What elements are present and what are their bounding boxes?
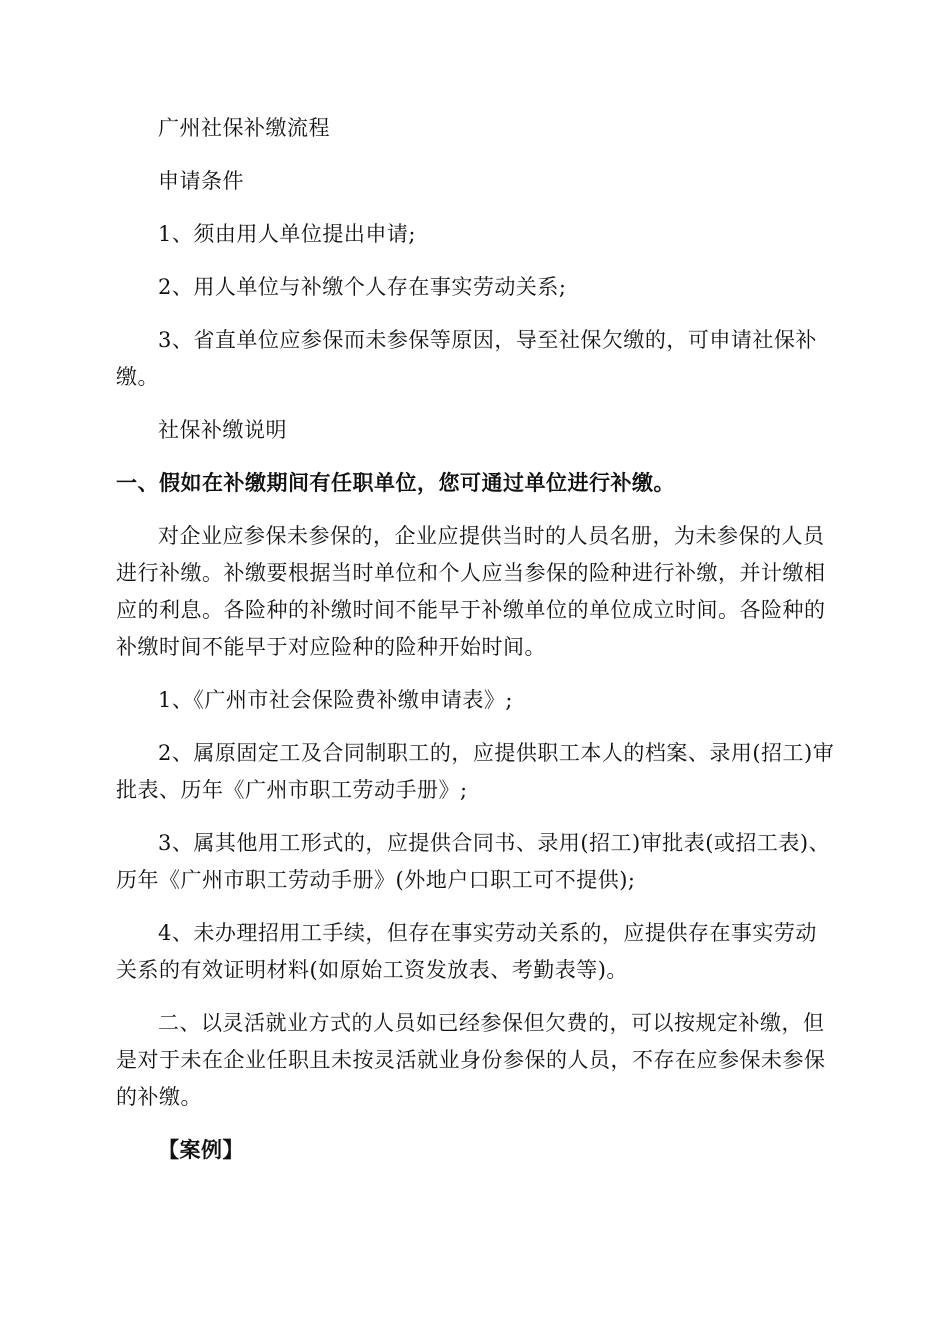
paragraph-two: 二、以灵活就业方式的人员如已经参保但欠费的，可以按规定补缴，但是对于未在企业任职且未按灵活就业身份参保的人员，不存在应参保未参保的补缴。 bbox=[116, 1011, 826, 1109]
material-item: 1、《广州市社会保险费补缴申请表》; bbox=[158, 688, 513, 712]
document-title: 广州社保补缴流程 bbox=[158, 116, 330, 140]
condition-item: 2、用人单位与补缴个人存在事实劳动关系; bbox=[158, 275, 567, 299]
material-item: 3、属其他用工形式的，应提供合同书、录用(招工)审批表(或招工表)、历年《广州市职工劳动手册》(外地户口职工可不提供); bbox=[116, 831, 831, 892]
section-heading-notes: 社保补缴说明 bbox=[158, 418, 287, 442]
condition-item: 1、须由用人单位提出申请; bbox=[158, 222, 416, 246]
material-item: 4、未办理招用工手续，但存在事实劳动关系的，应提供存在事实劳动关系的有效证明材料(如原始工资发放表、考勤表等)。 bbox=[116, 921, 817, 982]
document-body bbox=[116, 110, 836, 1169]
case-label: 【案例】 bbox=[158, 1138, 244, 1162]
material-item: 2、属原固定工及合同制职工的，应提供职工本人的档案、录用(招工)审批表、历年《广州市职工劳动手册》; bbox=[116, 741, 835, 802]
section-heading-conditions: 申请条件 bbox=[158, 169, 244, 193]
paragraph-one: 对企业应参保未参保的，企业应提供当时的人员名册，为未参保的人员进行补缴。补缴要根据当时单位和个人应当参保的险种进行补缴，并计缴相应的利息。各险种的补缴时间不能早于补缴单位的单位成立时间。各险种的补缴时间不能早于对应险种的险种开始时间。 bbox=[116, 524, 826, 659]
heading-one: 一、假如在补缴期间有任职单位，您可通过单位进行补缴。 bbox=[116, 471, 675, 495]
condition-item: 3、省直单位应参保而未参保等原因，导至社保欠缴的，可申请社保补缴。 bbox=[116, 328, 817, 389]
